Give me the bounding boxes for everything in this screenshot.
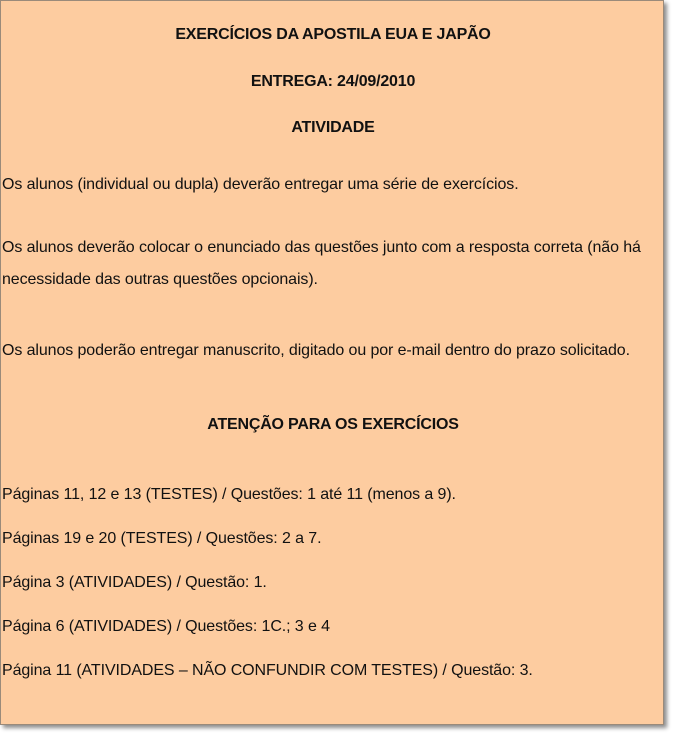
exercise-item: Página 11 (ATIVIDADES – NÃO CONFUNDIR COM TESTES) / Questão: 3. bbox=[2, 662, 533, 679]
section-activity-heading: ATIVIDADE bbox=[291, 119, 375, 136]
exercise-item: Página 6 (ATIVIDADES) / Questões: 1C.; 3 e 4 bbox=[2, 618, 330, 635]
exercise-item: Páginas 11, 12 e 13 (TESTES) / Questões: 1 até 11 (menos a 9). bbox=[2, 486, 456, 503]
paragraph-3: Os alunos poderão entregar manuscrito, digitado ou por e-mail dentro do prazo solicitado. bbox=[2, 342, 630, 359]
document-title: EXERCÍCIOS DA APOSTILA EUA E JAPÃO bbox=[175, 26, 491, 43]
exercise-item: Páginas 19 e 20 (TESTES) / Questões: 2 a 7. bbox=[2, 530, 322, 547]
section-attention-heading: ATENÇÃO PARA OS EXERCÍCIOS bbox=[207, 416, 459, 433]
exercise-item: Página 3 (ATIVIDADES) / Questão: 1. bbox=[2, 574, 267, 591]
paragraph-1: Os alunos (individual ou dupla) deverão entregar uma série de exercícios. bbox=[2, 176, 519, 193]
delivery-date: ENTREGA: 24/09/2010 bbox=[250, 73, 416, 90]
paragraph-2: Os alunos deverão colocar o enunciado das questões junto com a resposta correta (não há necessidade das outras questões opcionais). bbox=[2, 239, 641, 288]
